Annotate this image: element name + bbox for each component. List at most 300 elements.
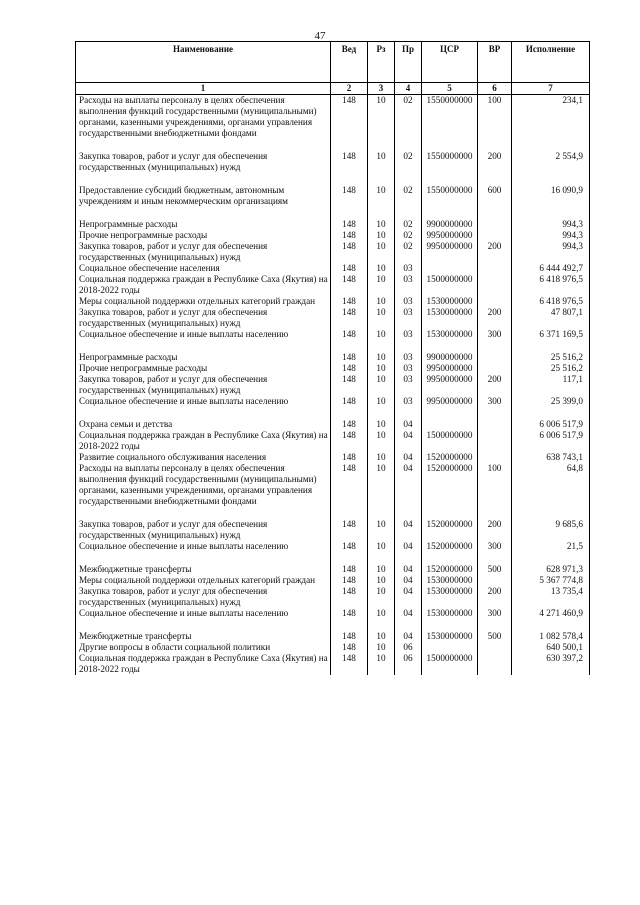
- spacer-cell: [512, 507, 590, 519]
- cell-pr: 04: [395, 419, 422, 430]
- cell-ved: 148: [331, 185, 368, 207]
- cell-pr: 02: [395, 230, 422, 241]
- cell-vr: 300: [478, 541, 512, 552]
- table-row: [76, 274, 590, 296]
- cell-exec: 47 807,1: [512, 307, 590, 329]
- cell-rz: 10: [368, 463, 395, 507]
- spacer-cell: [76, 407, 331, 419]
- cell-vr: 200: [478, 586, 512, 608]
- row-spacer: [76, 619, 590, 631]
- cell-name: Меры социальной поддержки отдельных категорий граждан: [76, 575, 331, 586]
- cell-pr: 03: [395, 329, 422, 340]
- cell-rz: 10: [368, 274, 395, 296]
- row-spacer: [76, 407, 590, 419]
- page-number: 47: [314, 30, 326, 42]
- column-number-row: [76, 83, 590, 95]
- spacer-cell: [512, 173, 590, 185]
- spacer-cell: [422, 340, 478, 352]
- cell-ved: 148: [331, 230, 368, 241]
- cell-ved: 148: [331, 564, 368, 575]
- cell-vr: 200: [478, 151, 512, 173]
- cell-name: Непрограммные расходы: [76, 352, 331, 363]
- spacer-cell: [331, 552, 368, 564]
- cell-vr: [478, 219, 512, 230]
- table-row: [76, 430, 590, 452]
- cell-vr: 300: [478, 396, 512, 407]
- cell-name: Закупка товаров, работ и услуг для обеспечения государственных (муниципальных) нужд: [76, 241, 331, 263]
- spacer-cell: [478, 207, 512, 219]
- cell-exec: 4 271 460,9: [512, 608, 590, 619]
- cell-rz: 10: [368, 352, 395, 363]
- header-name: Наименование: [76, 42, 331, 83]
- cell-vr: [478, 352, 512, 363]
- table-row: [76, 374, 590, 396]
- cell-vr: 600: [478, 185, 512, 207]
- cell-exec: 6 006 517,9: [512, 430, 590, 452]
- cell-exec: 234,1: [512, 95, 590, 140]
- cell-rz: 10: [368, 263, 395, 274]
- cell-name: Социальная поддержка граждан в Республике Саха (Якутия) на 2018-2022 годы: [76, 274, 331, 296]
- cell-rz: 10: [368, 307, 395, 329]
- cell-vr: 300: [478, 608, 512, 619]
- table-row: [76, 329, 590, 340]
- spacer-cell: [331, 173, 368, 185]
- cell-csr: 1500000000: [422, 430, 478, 452]
- cell-vr: [478, 296, 512, 307]
- cell-vr: [478, 642, 512, 653]
- cell-name: Социальная поддержка граждан в Республике Саха (Якутия) на 2018-2022 годы: [76, 430, 331, 452]
- header-ved: Вед: [331, 42, 368, 83]
- cell-pr: 04: [395, 608, 422, 619]
- row-spacer: [76, 173, 590, 185]
- table-row: [76, 575, 590, 586]
- spacer-cell: [76, 552, 331, 564]
- cell-pr: 03: [395, 363, 422, 374]
- column-number: 5: [422, 83, 478, 95]
- cell-exec: 6 444 492,7: [512, 263, 590, 274]
- cell-name: Межбюджетные трансферты: [76, 564, 331, 575]
- cell-name: Непрограммные расходы: [76, 219, 331, 230]
- cell-exec: 5 367 774,8: [512, 575, 590, 586]
- cell-name: Закупка товаров, работ и услуг для обеспечения государственных (муниципальных) нужд: [76, 151, 331, 173]
- column-number: 2: [331, 83, 368, 95]
- header-row: [76, 42, 590, 83]
- cell-name: Закупка товаров, работ и услуг для обеспечения государственных (муниципальных) нужд: [76, 374, 331, 396]
- cell-exec: 6 006 517,9: [512, 419, 590, 430]
- spacer-cell: [395, 552, 422, 564]
- cell-name: Закупка товаров, работ и услуг для обеспечения государственных (муниципальных) нужд: [76, 307, 331, 329]
- cell-csr: 1520000000: [422, 541, 478, 552]
- cell-vr: 200: [478, 241, 512, 263]
- spacer-cell: [422, 552, 478, 564]
- table-row: [76, 219, 590, 230]
- cell-ved: 148: [331, 430, 368, 452]
- spacer-cell: [76, 340, 331, 352]
- cell-rz: 10: [368, 586, 395, 608]
- cell-exec: 6 371 169,5: [512, 329, 590, 340]
- cell-name: Охрана семьи и детства: [76, 419, 331, 430]
- cell-vr: [478, 230, 512, 241]
- spacer-cell: [512, 340, 590, 352]
- table-row: [76, 363, 590, 374]
- table-row: [76, 185, 590, 207]
- cell-vr: [478, 419, 512, 430]
- table-row: [76, 230, 590, 241]
- cell-vr: 100: [478, 95, 512, 140]
- spacer-cell: [512, 139, 590, 151]
- cell-exec: 6 418 976,5: [512, 274, 590, 296]
- cell-ved: 148: [331, 274, 368, 296]
- cell-csr: 1520000000: [422, 519, 478, 541]
- spacer-cell: [331, 507, 368, 519]
- header-vr: ВР: [478, 42, 512, 83]
- spacer-cell: [76, 207, 331, 219]
- cell-vr: [478, 575, 512, 586]
- cell-pr: 04: [395, 541, 422, 552]
- cell-exec: 64,8: [512, 463, 590, 507]
- table-row: [76, 586, 590, 608]
- cell-rz: 10: [368, 519, 395, 541]
- spacer-cell: [478, 139, 512, 151]
- cell-exec: 117,1: [512, 374, 590, 396]
- table-row: [76, 296, 590, 307]
- cell-csr: 1530000000: [422, 608, 478, 619]
- cell-csr: 1520000000: [422, 564, 478, 575]
- spacer-cell: [368, 552, 395, 564]
- cell-name: Закупка товаров, работ и услуг для обеспечения государственных (муниципальных) нужд: [76, 586, 331, 608]
- row-spacer: [76, 552, 590, 564]
- header-csr: ЦСР: [422, 42, 478, 83]
- column-number: 1: [76, 83, 331, 95]
- cell-exec: 2 554,9: [512, 151, 590, 173]
- spacer-cell: [331, 407, 368, 419]
- cell-pr: 02: [395, 241, 422, 263]
- cell-vr: 500: [478, 631, 512, 642]
- cell-ved: 148: [331, 95, 368, 140]
- cell-ved: 148: [331, 653, 368, 675]
- cell-name: Прочие непрограммные расходы: [76, 230, 331, 241]
- spacer-cell: [368, 507, 395, 519]
- cell-ved: 148: [331, 575, 368, 586]
- cell-rz: 10: [368, 241, 395, 263]
- table-row: [76, 541, 590, 552]
- cell-pr: 04: [395, 631, 422, 642]
- cell-csr: 1550000000: [422, 151, 478, 173]
- spacer-cell: [422, 507, 478, 519]
- cell-vr: [478, 653, 512, 675]
- spacer-cell: [422, 619, 478, 631]
- cell-pr: 04: [395, 564, 422, 575]
- cell-exec: 640 500,1: [512, 642, 590, 653]
- cell-rz: 10: [368, 151, 395, 173]
- table-row: [76, 151, 590, 173]
- cell-name: Межбюджетные трансферты: [76, 631, 331, 642]
- header-rz: Рз: [368, 42, 395, 83]
- cell-pr: 04: [395, 463, 422, 507]
- cell-pr: 04: [395, 430, 422, 452]
- row-spacer: [76, 507, 590, 519]
- spacer-cell: [478, 407, 512, 419]
- cell-pr: 03: [395, 374, 422, 396]
- cell-vr: [478, 274, 512, 296]
- spacer-cell: [368, 173, 395, 185]
- table-row: [76, 631, 590, 642]
- cell-ved: 148: [331, 329, 368, 340]
- cell-rz: 10: [368, 653, 395, 675]
- cell-exec: 16 090,9: [512, 185, 590, 207]
- cell-ved: 148: [331, 519, 368, 541]
- cell-vr: [478, 452, 512, 463]
- cell-rz: 10: [368, 296, 395, 307]
- table-row: [76, 642, 590, 653]
- cell-ved: 148: [331, 374, 368, 396]
- cell-pr: 06: [395, 653, 422, 675]
- cell-pr: 02: [395, 219, 422, 230]
- cell-rz: 10: [368, 396, 395, 407]
- cell-rz: 10: [368, 608, 395, 619]
- cell-rz: 10: [368, 419, 395, 430]
- cell-pr: 03: [395, 296, 422, 307]
- header-exec: Исполнение: [512, 42, 590, 83]
- cell-exec: 994,3: [512, 241, 590, 263]
- cell-ved: 148: [331, 263, 368, 274]
- table-row: [76, 653, 590, 675]
- cell-exec: 25 516,2: [512, 363, 590, 374]
- cell-csr: 1530000000: [422, 575, 478, 586]
- cell-exec: 994,3: [512, 230, 590, 241]
- cell-csr: 1530000000: [422, 586, 478, 608]
- spacer-cell: [478, 507, 512, 519]
- cell-exec: 6 418 976,5: [512, 296, 590, 307]
- cell-vr: [478, 263, 512, 274]
- cell-exec: 638 743,1: [512, 452, 590, 463]
- spacer-cell: [368, 340, 395, 352]
- cell-ved: 148: [331, 541, 368, 552]
- cell-name: Социальное обеспечение и иные выплаты населению: [76, 396, 331, 407]
- spacer-cell: [76, 619, 331, 631]
- spacer-cell: [395, 619, 422, 631]
- cell-exec: 1 082 578,4: [512, 631, 590, 642]
- cell-rz: 10: [368, 185, 395, 207]
- cell-ved: 148: [331, 241, 368, 263]
- cell-rz: 10: [368, 230, 395, 241]
- spacer-cell: [331, 340, 368, 352]
- table-row: [76, 263, 590, 274]
- cell-rz: 10: [368, 452, 395, 463]
- cell-vr: 200: [478, 519, 512, 541]
- cell-vr: 500: [478, 564, 512, 575]
- cell-csr: 9950000000: [422, 363, 478, 374]
- cell-ved: 148: [331, 396, 368, 407]
- cell-vr: 100: [478, 463, 512, 507]
- cell-pr: 02: [395, 151, 422, 173]
- cell-name: Закупка товаров, работ и услуг для обеспечения государственных (муниципальных) нужд: [76, 519, 331, 541]
- cell-name: Предоставление субсидий бюджетным, автономным учреждениям и иным некоммерческим организациям: [76, 185, 331, 207]
- spacer-cell: [368, 407, 395, 419]
- cell-exec: 25 516,2: [512, 352, 590, 363]
- cell-ved: 148: [331, 419, 368, 430]
- cell-rz: 10: [368, 363, 395, 374]
- cell-csr: 9950000000: [422, 241, 478, 263]
- cell-ved: 148: [331, 363, 368, 374]
- cell-csr: 1520000000: [422, 452, 478, 463]
- cell-exec: 628 971,3: [512, 564, 590, 575]
- spacer-cell: [478, 619, 512, 631]
- table-row: [76, 241, 590, 263]
- spacer-cell: [76, 139, 331, 151]
- cell-csr: 9900000000: [422, 219, 478, 230]
- cell-rz: 10: [368, 430, 395, 452]
- table-row: [76, 463, 590, 507]
- cell-pr: 04: [395, 452, 422, 463]
- cell-pr: 04: [395, 519, 422, 541]
- cell-exec: 9 685,6: [512, 519, 590, 541]
- cell-csr: 1530000000: [422, 307, 478, 329]
- cell-name: Развитие социального обслуживания населения: [76, 452, 331, 463]
- cell-rz: 10: [368, 575, 395, 586]
- cell-ved: 148: [331, 631, 368, 642]
- cell-csr: [422, 263, 478, 274]
- cell-ved: 148: [331, 586, 368, 608]
- spacer-cell: [368, 619, 395, 631]
- spacer-cell: [395, 139, 422, 151]
- cell-csr: 1500000000: [422, 274, 478, 296]
- row-spacer: [76, 340, 590, 352]
- table-row: [76, 307, 590, 329]
- table-row: [76, 95, 590, 140]
- cell-rz: 10: [368, 219, 395, 230]
- cell-rz: 10: [368, 631, 395, 642]
- cell-exec: 21,5: [512, 541, 590, 552]
- table-row: [76, 564, 590, 575]
- cell-pr: 04: [395, 586, 422, 608]
- cell-ved: 148: [331, 307, 368, 329]
- cell-ved: 148: [331, 352, 368, 363]
- row-spacer: [76, 139, 590, 151]
- spacer-cell: [368, 139, 395, 151]
- cell-csr: 1530000000: [422, 631, 478, 642]
- cell-exec: 994,3: [512, 219, 590, 230]
- cell-exec: 630 397,2: [512, 653, 590, 675]
- spacer-cell: [395, 340, 422, 352]
- spacer-cell: [395, 507, 422, 519]
- cell-name: Меры социальной поддержки отдельных категорий граждан: [76, 296, 331, 307]
- cell-ved: 148: [331, 151, 368, 173]
- cell-pr: 03: [395, 307, 422, 329]
- cell-ved: 148: [331, 452, 368, 463]
- spacer-cell: [512, 552, 590, 564]
- spacer-cell: [395, 407, 422, 419]
- table-row: [76, 519, 590, 541]
- cell-pr: 03: [395, 263, 422, 274]
- spacer-cell: [512, 407, 590, 419]
- column-number: 6: [478, 83, 512, 95]
- spacer-cell: [395, 207, 422, 219]
- cell-name: Прочие непрограммные расходы: [76, 363, 331, 374]
- cell-exec: 25 399,0: [512, 396, 590, 407]
- cell-name: Социальное обеспечение населения: [76, 263, 331, 274]
- table-row: [76, 419, 590, 430]
- cell-pr: 03: [395, 274, 422, 296]
- cell-rz: 10: [368, 329, 395, 340]
- table-body: [76, 95, 590, 676]
- spacer-cell: [331, 207, 368, 219]
- cell-csr: 9950000000: [422, 396, 478, 407]
- cell-exec: 13 735,4: [512, 586, 590, 608]
- cell-name: Социальное обеспечение и иные выплаты населению: [76, 541, 331, 552]
- cell-ved: 148: [331, 219, 368, 230]
- cell-csr: 1500000000: [422, 653, 478, 675]
- spacer-cell: [512, 207, 590, 219]
- cell-rz: 10: [368, 95, 395, 140]
- cell-rz: 10: [368, 541, 395, 552]
- cell-name: Другие вопросы в области социальной политики: [76, 642, 331, 653]
- cell-name: Социальная поддержка граждан в Республике Саха (Якутия) на 2018-2022 годы: [76, 653, 331, 675]
- spacer-cell: [331, 619, 368, 631]
- cell-csr: 1530000000: [422, 329, 478, 340]
- cell-vr: [478, 430, 512, 452]
- row-spacer: [76, 207, 590, 219]
- cell-vr: 200: [478, 374, 512, 396]
- spacer-cell: [478, 552, 512, 564]
- cell-rz: 10: [368, 374, 395, 396]
- cell-csr: 9950000000: [422, 374, 478, 396]
- column-number: 4: [395, 83, 422, 95]
- cell-csr: 1530000000: [422, 296, 478, 307]
- cell-csr: 9900000000: [422, 352, 478, 363]
- cell-name: Расходы на выплаты персоналу в целях обеспечения выполнения функций государственными (муниципальными) органами, казенными учреждениями, органами управления государственными внебюджетными фондами: [76, 463, 331, 507]
- spacer-cell: [422, 207, 478, 219]
- spacer-cell: [512, 619, 590, 631]
- cell-ved: 148: [331, 296, 368, 307]
- cell-csr: [422, 419, 478, 430]
- cell-vr: [478, 363, 512, 374]
- cell-name: Социальное обеспечение и иные выплаты населению: [76, 329, 331, 340]
- table-row: [76, 452, 590, 463]
- spacer-cell: [422, 173, 478, 185]
- cell-pr: 06: [395, 642, 422, 653]
- column-number: 7: [512, 83, 590, 95]
- cell-name: Расходы на выплаты персоналу в целях обеспечения выполнения функций государственными (муниципальными) органами, казенными учреждениями, органами управления государственными внебюджетными фондами: [76, 95, 331, 140]
- cell-ved: 148: [331, 463, 368, 507]
- spacer-cell: [76, 507, 331, 519]
- table-row: [76, 608, 590, 619]
- spacer-cell: [395, 173, 422, 185]
- spacer-cell: [368, 207, 395, 219]
- cell-pr: 04: [395, 575, 422, 586]
- cell-vr: 200: [478, 307, 512, 329]
- spacer-cell: [331, 139, 368, 151]
- cell-pr: 03: [395, 396, 422, 407]
- spacer-cell: [76, 173, 331, 185]
- table-row: [76, 396, 590, 407]
- cell-pr: 03: [395, 352, 422, 363]
- spacer-cell: [478, 340, 512, 352]
- cell-csr: [422, 642, 478, 653]
- budget-table: [75, 41, 590, 675]
- cell-name: Социальное обеспечение и иные выплаты населению: [76, 608, 331, 619]
- cell-csr: 1550000000: [422, 185, 478, 207]
- spacer-cell: [422, 407, 478, 419]
- cell-ved: 148: [331, 642, 368, 653]
- cell-vr: 300: [478, 329, 512, 340]
- cell-pr: 02: [395, 185, 422, 207]
- cell-rz: 10: [368, 564, 395, 575]
- cell-csr: 1520000000: [422, 463, 478, 507]
- cell-csr: 9950000000: [422, 230, 478, 241]
- spacer-cell: [422, 139, 478, 151]
- column-number: 3: [368, 83, 395, 95]
